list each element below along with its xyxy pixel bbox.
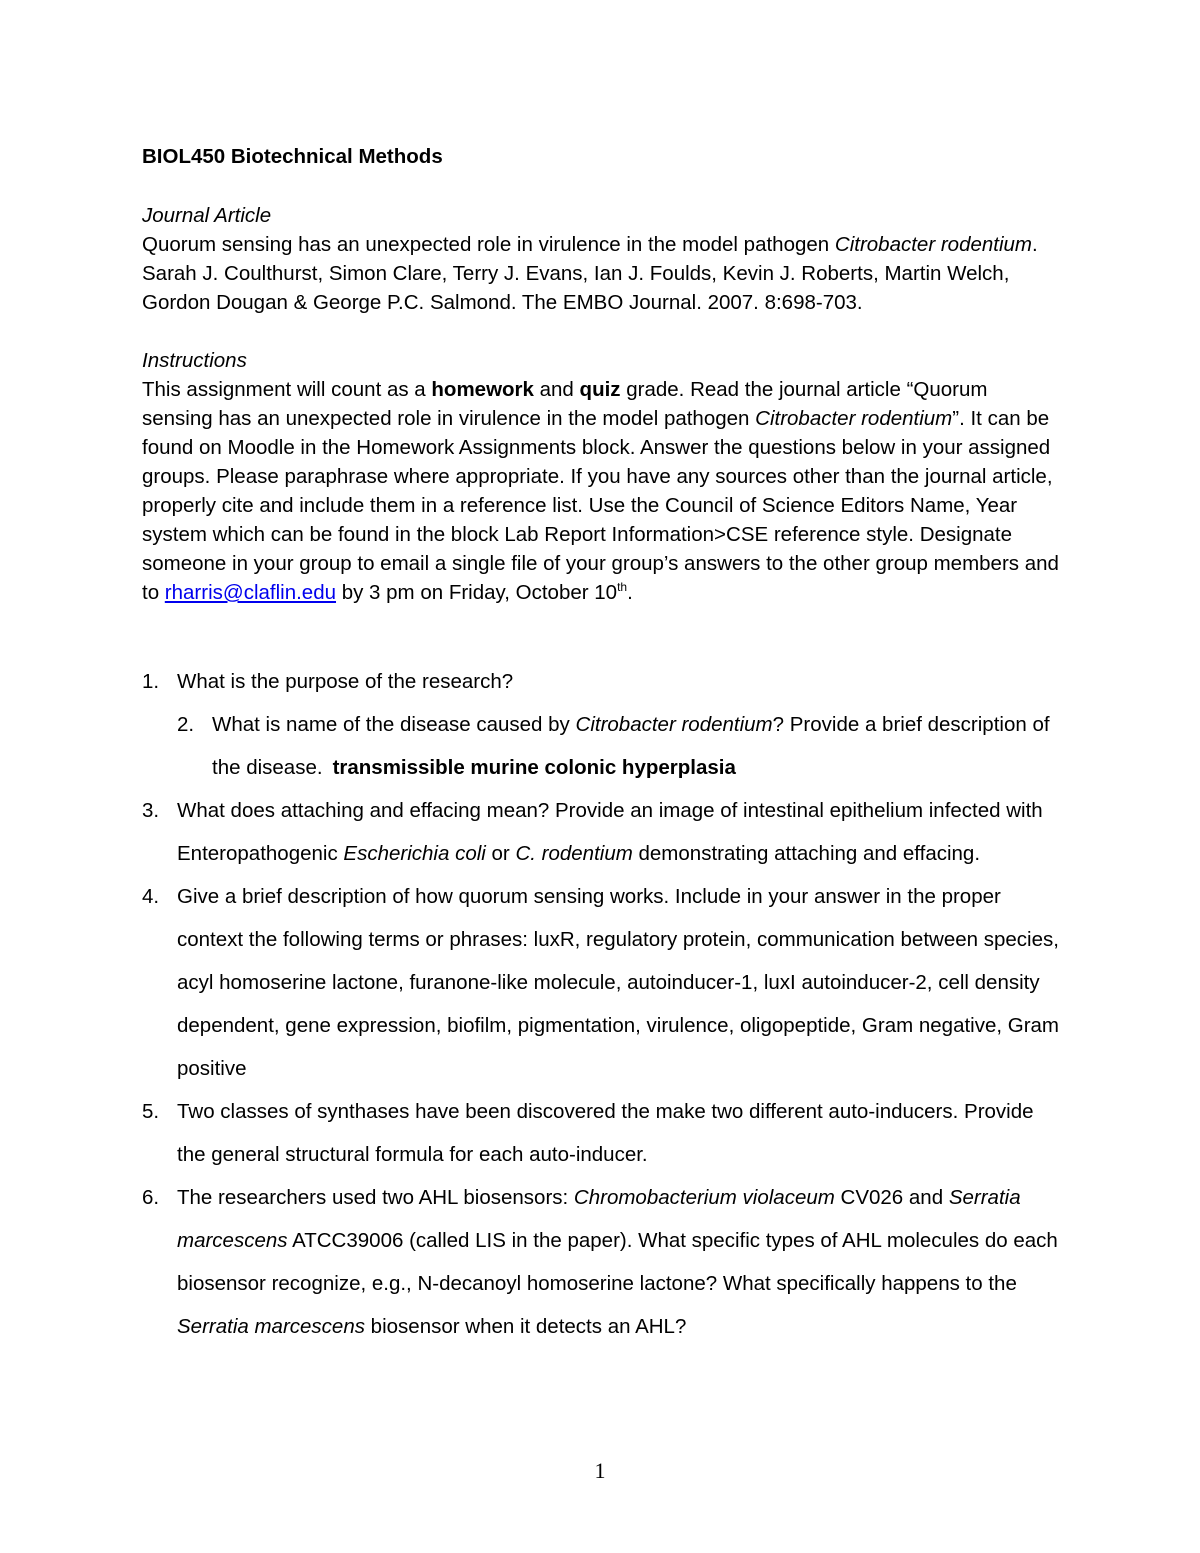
question-item-5: [142, 1090, 1062, 1176]
journal-citation: Quorum sensing has an unexpected role in virulence in the model pathogen Citrobacter rodentium. Sarah J. Coulthurst, Simon Clare, Terry J. Evans, Ian J. Foulds, Kevin J. Roberts, Martin Welch, Gordon Dougan & George P.C. Salmond. The EMBO Journal. 2007. 8:698-703.: [142, 233, 1038, 314]
answer-text: transmissible murine colonic hyperplasia: [332, 756, 736, 779]
question-item-4: [142, 875, 1062, 1090]
question-item-2: 2. What is name of the disease caused by Citrobacter rodentium? Provide a brief description of the disease. transmissible murine colonic hyperplasia: [177, 703, 1062, 789]
question-item-3: 3. What does attaching and effacing mean? Provide an image of intestinal epithelium infected with Enteropathogenic Escherichia coli or C. rodentium demonstrating attaching and effacing.: [142, 789, 1062, 875]
journal-article-label: Journal Article: [142, 204, 272, 227]
instructor-email-link[interactable]: rharris@claflin.edu: [164, 581, 337, 604]
document-title: BIOL450 Biotechnical Methods: [142, 145, 443, 168]
question-number: 1.: [142, 670, 160, 693]
question-item-1: [142, 660, 1062, 703]
question-item-6: 6. The researchers used two AHL biosensors: Chromobacterium violaceum CV026 and Serratia marcescens ATCC39006 (called LIS in the paper). What specific types of AHL molecules do each biosensor recognize, e.g., N-decanoyl homoserine lactone? What specifically happens to the Serratia marcescens biosensor when it detects an AHL?: [142, 1176, 1062, 1348]
question-number: 3.: [142, 799, 160, 822]
document-header-section: [142, 142, 1062, 607]
question-text: What is the purpose of the research?: [177, 670, 514, 693]
page-number: 1: [594, 1458, 606, 1483]
question-number: 4.: [142, 885, 160, 908]
question-list: [142, 660, 1062, 1348]
question-text: Give a brief description of how quorum sensing works. Include in your answer in the proper context the following terms or phrases: luxR, regulatory protein, communication between species, acyl homoserine lactone, furanone-like molecule, autoinducer-1, luxI autoinducer-2, cell density dependent, gene expression, biofilm, pigmentation, virulence, oligopeptide, Gram negative, Gram positive: [177, 885, 1060, 1080]
instructions-label: Instructions: [142, 349, 247, 372]
question-number: 2.: [177, 713, 195, 736]
question-text: Two classes of synthases have been discovered the make two different auto-inducers. Provide the general structural formula for each auto-inducer.: [177, 1100, 1034, 1166]
question-number: 5.: [142, 1100, 160, 1123]
instructions-text: This assignment will count as a homework and quiz grade. Read the journal article “Quorum sensing has an unexpected role in virulence in the model pathogen Citrobacter rodentium”. It can be found on Moodle in the Homework Assignments block. Answer the questions below in your assigned groups. Please paraphrase where appropriate. If you have any sources other than the journal article, properly cite and include them in a reference list. Use the Council of Science Editors Name, Year system which can be found in the block Lab Report Information>CSE reference style. Designate someone in your group to email a single file of your group’s answers to the other group members and to rharris@claflin.edu by 3 pm on Friday, October 10th.: [142, 378, 1059, 604]
citation-organism: Citrobacter rodentium: [834, 233, 1033, 256]
question-number: 6.: [142, 1186, 160, 1209]
